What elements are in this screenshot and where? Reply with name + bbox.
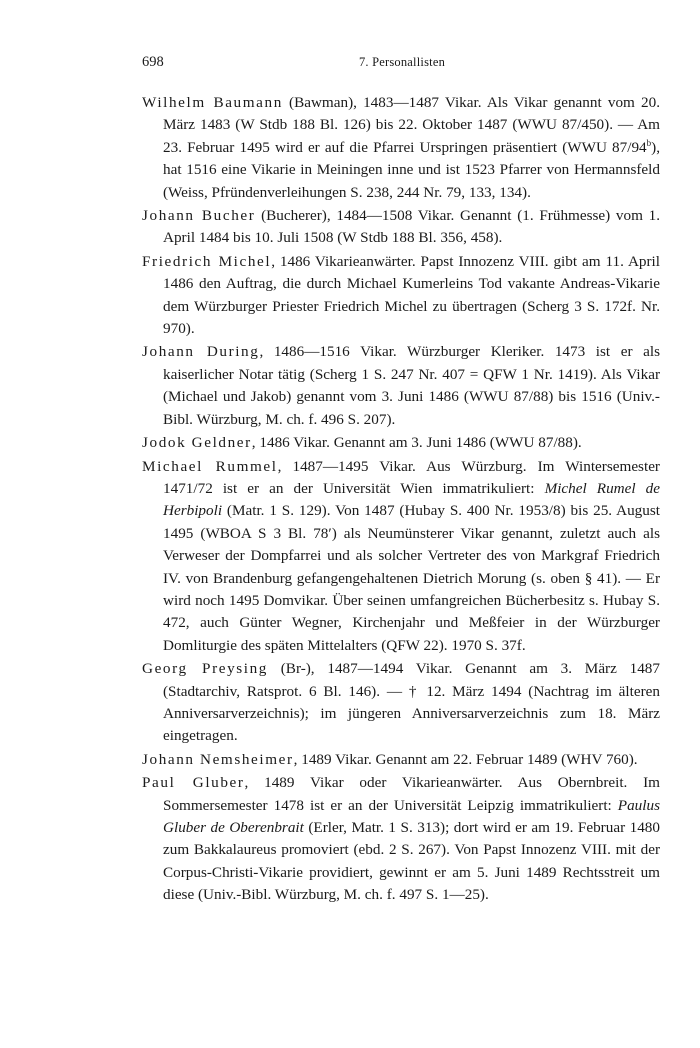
entry-text: , 1489 Vikar oder Vikarieanwärter. Aus Obernbreit. Im Sommersemester 1478 ist er an der Universität Leipzig immatrikuliert: [163,774,660,814]
list-item [142,749,660,771]
entry-text: ), hat 1516 eine Vikarie in Meiningen inne und ist 1523 Pfarrer von Hermannsfeld (Weiss, Pfründenverleihungen S. 238, 244 Nr. 79, 133, 134). [163,138,660,201]
list-item [142,341,660,431]
entry-text: (Bawman), 1483—1487 Vikar. Als Vikar genannt vom 20. März 1483 (W Stdb 188 Bl. 126) bis 22. Oktober 1487 (WWU 87/450). — Am 23. Februar 1495 wird er auf die Pfarrei Urspringen präsentiert (WWU 87/94 [163,94,660,156]
entry-text: (Erler, Matr. 1 S. 313); dort wird er am 19. Februar 1480 zum Bakkalaureus promoviert (ebd. 2 S. 267). Von Papst Innozenz VIII. mit der Corpus-Christi-Vikarie providiert, gewinnt er am 5. Juni 1489 Rechtsstreit um diese (Univ.-Bibl. Würzburg, M. ch. f. 497 S. 1—25). [163,819,660,904]
entry-text: , 1489 Vikar. Genannt am 22. Februar 1489 (WHV 760). [293,750,638,768]
entry-list [142,92,660,908]
entry-text: , 1487—1495 Vikar. Aus Würzburg. Im Wintersemester 1471/72 ist er an der Universität Wien immatrikuliert: [163,457,660,497]
entry-text: , 1486—1516 Vikar. Würzburger Kleriker. 1473 ist er als kaiserlicher Notar tätig (Scherg 1 S. 247 Nr. 407 = QFW 1 Nr. 1419). Als Vikar (Michael und Jakob) genannt vom 3. Juni 1486 (WWU 87/88) bis 1516 (Univ.-Bibl. Würzburg, M. ch. f. 496 S. 207). [163,343,660,428]
entry-name: Michael Rummel [142,457,278,475]
entry-name: Johann During [142,343,260,361]
entry-italic-citation: Paulus Gluber de Oberenbrait [163,796,660,836]
entry-text: , 1486 Vikarieanwärter. Papst Innozenz VIII. gibt am 11. April 1486 den Auftrag, die durch Michael Kumerleins Tod vakante Andreas-Vikarie dem Würzburger Priester Friedrich Michel zu übertragen (Scherg 3 S. 172f. Nr. 970). [163,252,660,338]
page-number: 698 [142,54,164,70]
running-head: 7. Personallisten [358,55,446,69]
entry-name: Wilhelm Baumann [142,94,283,111]
entry-name: Johann Nemsheimer [142,750,294,768]
entry-italic-citation: Michel Rumel de Herbipoli [163,479,660,520]
entry-text: (Bucherer), 1484—1508 Vikar. Genannt (1. Frühmesse) vom 1. April 1484 bis 10. Juli 1508 (W Stdb 188 Bl. 356, 458). [163,207,660,247]
entry-name: Johann Bucher [142,207,256,225]
entry-name: Friedrich Michel [142,252,272,270]
entry-text: , 1486 Vikar. Genannt am 3. Juni 1486 (WWU 87/88). [251,434,582,452]
entry-text: (Matr. 1 S. 129). Von 1487 (Hubay S. 400 Nr. 1953/8) bis 25. August 1495 (WBOA S 3 Bl. 78′) als Neumünsterer Vikar genannt, zuletzt auch als Verweser der Dompfarrei und als solcher Vertreter des von Markgraf Friedrich IV. von Brandenburg gefangengehaltenen Dietrich Morung (s. oben § 41). — Er wird noch 1495 Domvikar. Über seinen umfangreichen Bücherbesitz s. Hubay S. 472, auch Günter Wegner, Kirchenjahr und Meßfeier in der Würzburger Domliturgie des späten Mittelalters (QFW 22). 1970 S. 37f. [163,502,660,654]
list-item [142,456,660,658]
list-item [142,658,660,748]
list-item [142,772,660,906]
page-header [142,54,662,74]
entry-superscript: b [646,137,652,148]
list-item [142,251,660,341]
list-item [142,205,660,250]
list-item [142,92,660,204]
entry-name: Paul Gluber [142,774,245,792]
entry-name: Jodok Geldner [142,434,252,452]
list-item [142,432,660,454]
entry-name: Georg Preysing [142,660,268,678]
entry-text: (Br-), 1487—1494 Vikar. Genannt am 3. März 1487 (Stadtarchiv, Ratsprot. 6 Bl. 146). — † 12. März 1494 (Nachtrag im älteren Anniversarverzeichnis); im jüngeren Anniversarverzeichnis zum 18. März eingetragen. [163,660,660,745]
